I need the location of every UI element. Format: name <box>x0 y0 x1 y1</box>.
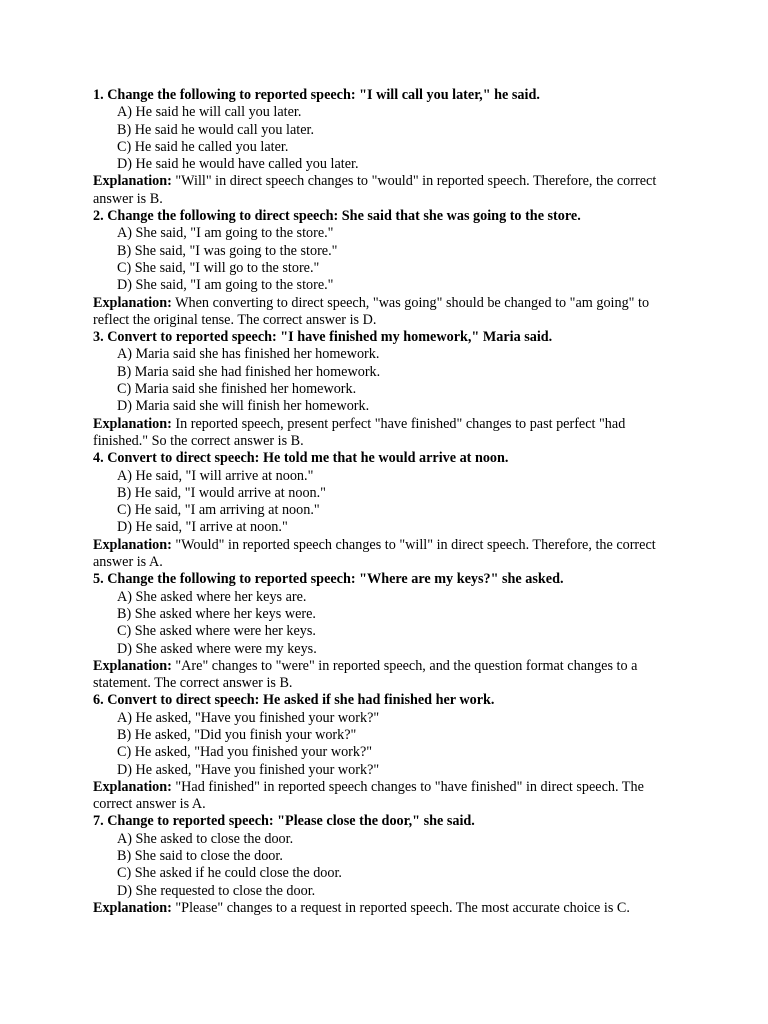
explanation-text: In reported speech, present perfect "have finished" changes to past perfect "had finished." So the correct answer is B. <box>93 415 626 449</box>
option-b: B) He said, "I would arrive at noon." <box>117 484 326 501</box>
option-d: D) She asked where were my keys. <box>117 640 317 657</box>
option-a: A) He asked, "Have you finished your work?" <box>117 709 380 726</box>
explanation-text: "Would" in reported speech changes to "will" in direct speech. Therefore, the correct answer is A. <box>93 536 656 571</box>
explanation-label: Explanation: <box>93 294 172 311</box>
explanation-text: "Please" changes to a request in reported speech. The most accurate choice is C. <box>175 899 630 916</box>
explanation <box>93 900 683 917</box>
option-a: A) He said he will call you later. <box>117 104 302 121</box>
option-d: D) He asked, "Have you finished your work?" <box>117 761 380 778</box>
question-title: 4. Convert to direct speech: He told me that he would arrive at noon. <box>93 450 509 467</box>
option-b: B) He said he would call you later. <box>117 121 314 138</box>
explanation-text: "Will" in direct speech changes to "would" in reported speech. Therefore, the correct answer is B. <box>93 173 657 207</box>
question-title: 2. Change the following to direct speech: She said that she was going to the store. <box>93 208 581 225</box>
option-a: A) She said, "I am going to the store." <box>117 225 334 242</box>
question-4 <box>93 450 683 571</box>
option-c: C) He said, "I am arriving at noon." <box>117 502 320 519</box>
option-b: B) Maria said she had finished her homework. <box>117 363 381 380</box>
explanation-label: Explanation: <box>93 778 172 795</box>
option-b: B) She said, "I was going to the store." <box>117 242 338 259</box>
option-d: D) He said he would have called you later. <box>117 156 359 173</box>
explanation <box>93 779 683 814</box>
explanation-label: Explanation: <box>93 657 172 674</box>
explanation <box>93 537 683 572</box>
question-title: 7. Change to reported speech: "Please close the door," she said. <box>93 813 475 830</box>
option-a: A) She asked to close the door. <box>117 830 294 847</box>
explanation <box>93 295 683 330</box>
option-b: B) He asked, "Did you finish your work?" <box>117 726 357 743</box>
explanation <box>93 173 683 208</box>
question-title: 1. Change the following to reported speech: "I will call you later," he said. <box>93 87 540 103</box>
option-d: D) She requested to close the door. <box>117 882 316 899</box>
explanation-label: Explanation: <box>93 173 172 190</box>
option-c: C) He said he called you later. <box>117 138 289 155</box>
question-1 <box>93 87 683 208</box>
explanation-text: "Had finished" in reported speech changes to "have finished" in direct speech. The correct answer is A. <box>93 778 644 813</box>
explanation-text: When converting to direct speech, "was going" should be changed to "am going" to reflect the original tense. The correct answer is D. <box>93 294 650 328</box>
question-3 <box>93 329 683 450</box>
question-2 <box>93 208 683 329</box>
explanation-label: Explanation: <box>93 536 172 553</box>
option-c: C) She asked if he could close the door. <box>117 865 342 882</box>
option-b: B) She said to close the door. <box>117 848 283 865</box>
question-title: 5. Change the following to reported speech: "Where are my keys?" she asked. <box>93 571 564 588</box>
document-page <box>93 87 683 917</box>
option-c: C) She said, "I will go to the store." <box>117 259 320 276</box>
question-6 <box>93 692 683 813</box>
option-d: D) She said, "I am going to the store." <box>117 277 334 294</box>
explanation-label: Explanation: <box>93 899 172 916</box>
explanation <box>93 658 683 693</box>
explanation-label: Explanation: <box>93 415 172 432</box>
option-c: C) Maria said she finished her homework. <box>117 381 357 398</box>
question-title: 6. Convert to direct speech: He asked if she had finished her work. <box>93 692 495 709</box>
question-title: 3. Convert to reported speech: "I have finished my homework," Maria said. <box>93 329 553 346</box>
option-d: D) Maria said she will finish her homework. <box>117 398 370 415</box>
option-a: A) Maria said she has finished her homework. <box>117 346 380 363</box>
option-a: A) She asked where her keys are. <box>117 588 307 605</box>
question-5 <box>93 571 683 692</box>
question-7 <box>93 813 683 917</box>
option-c: C) He asked, "Had you finished your work?" <box>117 744 373 761</box>
explanation-text: "Are" changes to "were" in reported speech, and the question format changes to a statement. The correct answer is B. <box>93 657 638 692</box>
option-c: C) She asked where were her keys. <box>117 623 316 640</box>
explanation <box>93 416 683 451</box>
option-a: A) He said, "I will arrive at noon." <box>117 467 314 484</box>
option-d: D) He said, "I arrive at noon." <box>117 519 288 536</box>
option-b: B) She asked where her keys were. <box>117 605 316 622</box>
